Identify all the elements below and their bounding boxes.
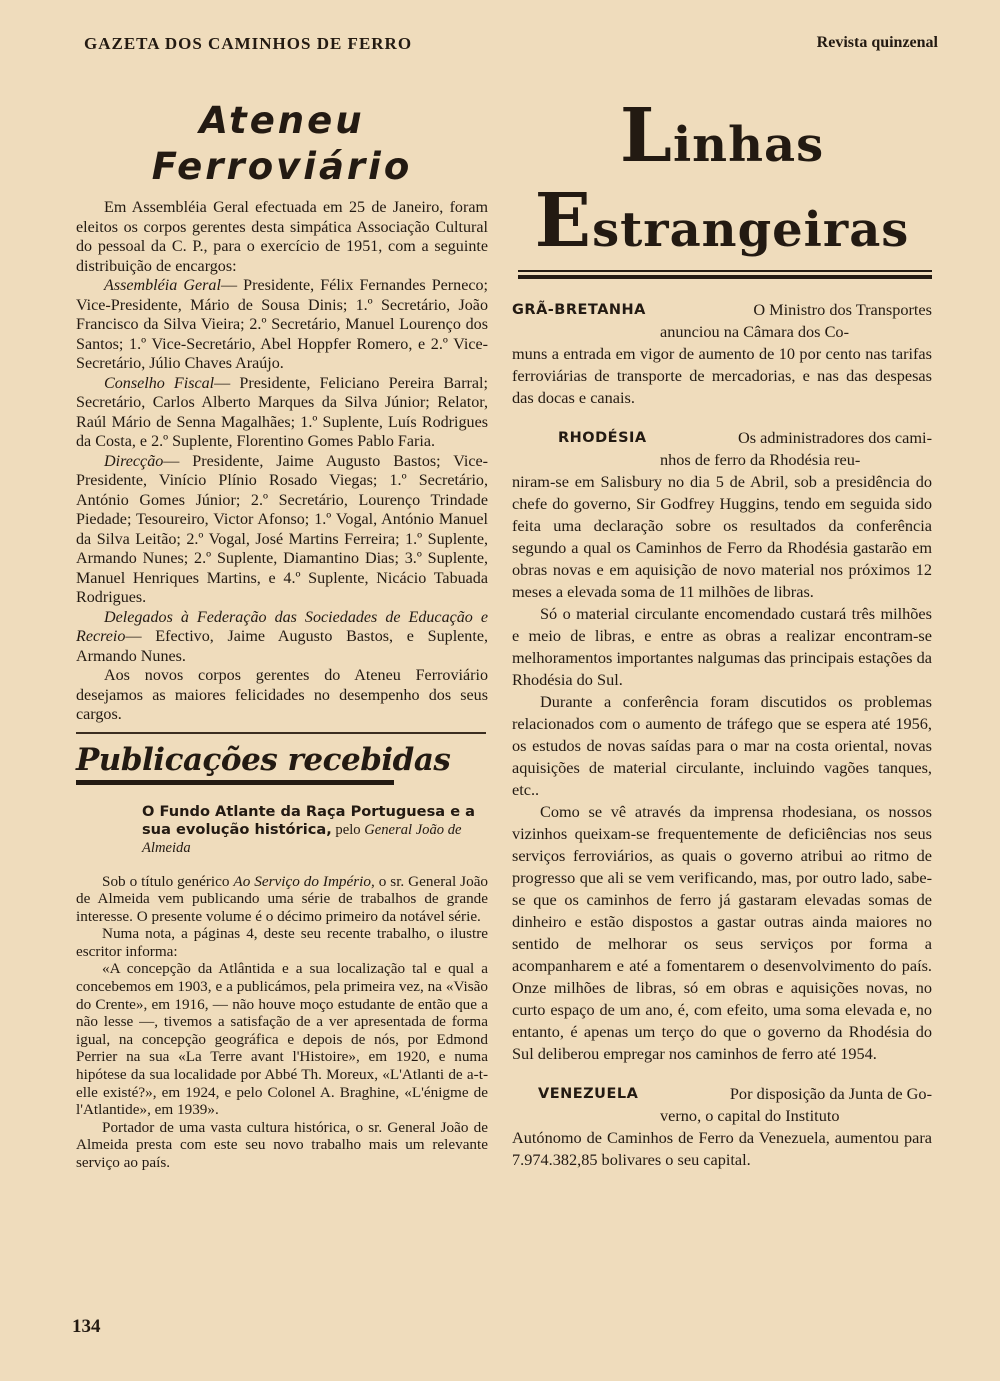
country-venezuela: VENEZUELA — [538, 1086, 639, 1102]
publicacoes-title-underline — [76, 780, 394, 785]
conselho-text: — Presidente, Feliciano Pereira Barral; Secretário, Carlos Alberto Marques da Silva Júnior; Relator, Raúl Mário de Senna Magalhães; 1.º Suplente, Luís Rodrigues da Costa, e 2.º Suplente, Florentino Gomes Pablo Faria. — [76, 374, 488, 450]
gb-first-line: O Ministro dos Transportes — [753, 300, 932, 319]
delegados-text: — Efectivo, Jaime Augusto Bastos, e Suplente, Armando Nunes. — [76, 628, 488, 665]
linhas-title — [512, 93, 932, 268]
page-number: 134 — [72, 1316, 101, 1337]
ateneu-delegados — [76, 608, 488, 667]
pub-series-title: Ao Serviço do Império — [233, 872, 371, 890]
linhas-cap-l: L — [619, 93, 673, 179]
assembleia-text: — Presidente, Félix Fernandes Perneco; Vice-Presidente, Mário de Sousa Dinis; 1.º Secretário, João Francisco da Silva Vieira; 2.º Secretário, Manuel Lourenço dos Santos; 1.º Vice-Secretário, Abel Hoppfer Romero, e 2.º Vice-Secretário, Júlio Chaves Araújo. — [76, 277, 489, 372]
linhas-word-1: inhas — [672, 117, 825, 173]
country-rhodesia: RHODÉSIA — [558, 430, 647, 446]
ve-body: Autónomo de Caminhos de Ferro da Venezuela, aumentou para 7.974.382,85 bolivares o seu capital. — [512, 1128, 932, 1169]
linhas-cap-e: E — [534, 178, 593, 264]
rh-paragraph-3: Durante a conferência foram discutidos os problemas relacionados com o aumento de tráfego que se espera até 1956, os estudos de novas saídas para o mar na costa oriental, novas aquisições de material circulante, incluindo vagões tanques, etc.. — [512, 692, 932, 799]
book-author: General João de Almeida — [142, 821, 462, 856]
right-column — [512, 93, 932, 1189]
left-column — [76, 98, 488, 1172]
pub-paragraph-1 — [76, 873, 488, 926]
pub-paragraph-4: Portador de uma vasta cultura histórica, o sr. General João de Almeida presta com este seu novo trabalho mais um relevante serviço ao país. — [76, 1118, 488, 1171]
publicacoes-title: Publicações recebidas — [76, 741, 451, 778]
pub-quote: «A concepção da Atlântida e a sua localização tal e qual a concebemos em 1903, e a publicámos, pela primeira vez, na «Visão do Crente», em 1916, — não houve moço estudante de então que a não lesse —, tivemos a satisfação de a ver apresentada de forma igual, na concepção geográfica e depois de nós, por Edmond Perrier na sua «La Terre avant l'Histoire», em 1920, e numa hipótese da sua localidade por Abbé Th. Moreux, «L'Atlanti de a-t-elle existé?», em 1924, e pelo Colonel A. Braghine, «L'énigme de l'Atlantide», em 1939». — [76, 960, 488, 1119]
book-reference — [142, 803, 488, 857]
news-item-rhodesia — [512, 427, 932, 1065]
rh-second-line: nhos de ferro da Rhodésia reu- — [660, 450, 861, 469]
journal-title: GAZETA DOS CAMINHOS DE FERRO — [84, 34, 413, 53]
pub-p1-a: Sob o título genérico — [102, 872, 230, 890]
conselho-label: Conselho Fiscal — [104, 374, 215, 392]
assembleia-label: Assembléia Geral — [104, 277, 221, 294]
news-item-venezuela — [512, 1083, 932, 1171]
rh-first-line: Os administradores dos cami- — [738, 428, 932, 447]
rh-body: niram-se em Salisbury no dia 5 de Abril, sob a presidência do chefe do governo, Sir Godfrey Huggins, tendo em seguida sido feita uma declaração sobre os resultados da conferência segundo a qual os Caminhos de Ferro da Rhodésia gastarão em obras novas e em aquisição de novo material nos próximos 12 meses a elevada soma de 11 milhões de libras. — [512, 472, 932, 601]
pub-p1-b: , o sr. General João de Almeida vem publicando uma série de trabalhos de grande interesse. O presente volume é o décimo primeiro da notável série. — [76, 872, 489, 925]
rh-paragraph-2: Só o material circulante encomendado custará três milhões e meio de libras, e entre as obras a realizar encontram-se melhoramentos importantes nalgumas das principais estações da Rhodésia do Sul. — [512, 604, 932, 689]
book-by: pelo — [335, 821, 361, 838]
ve-second-line: verno, o capital do Instituto — [660, 1106, 840, 1125]
linhas-word-2: strangeiras — [592, 202, 910, 258]
news-item-gra-bretanha — [512, 299, 932, 409]
direccao-text: — Presidente, Jaime Augusto Bastos; Vice-Presidente, Vinício Plínio Rosado Viegas; 1.º Secretário, António Gomes Júnior; 2.º Secretário, Lourenço Trindade Piedade; Tesoureiro, Victor Afonso; 1.º Vogal, António Manuel da Silva Leitão; 2.º Vogal, José Martins Ferreira; 1.º Suplente, Armando Nunes; 2.º Suplente, Diamantino Dias; 3.º Suplente, Manuel Henriques Martins, e 4.º Suplente, Nicácio Tabuada Rodrigues. — [76, 452, 488, 606]
ateneu-assembleia — [76, 276, 488, 374]
ateneu-conselho — [76, 374, 488, 452]
journal-periodicity: Revista quinzenal — [816, 34, 938, 51]
direccao-label: Direcção — [104, 452, 164, 470]
book-title: O Fundo Atlante da Raça Portuguesa e a sua evolução histórica, — [142, 802, 476, 838]
section-divider — [76, 732, 486, 734]
rh-paragraph-4: Como se vê através da imprensa rhodesiana, os nossos vizinhos queixam-se frequentemente de deficiências nos seus serviços ferroviários, as quais o governo atribui ao ritmo de progresso que ali se vem verificando, mas, por outro lado, sabe-se que os caminhos de ferro já gastaram elevadas somas de dinheiro e estão dispostos a gastar outras ainda maiores no sentido de melhorar os seus serviços por forma a acompanharem e até a fomentarem o desenvolvimento do país. Onze milhões de libras, só em obras e aquisições novas, no curto espaço de um ano, é, com efeito, uma soma elevada e, no entanto, é apenas um terço do que o governo da Rhodésia do Sul deliberou empregar nos caminhos de ferro até 1954. — [512, 802, 932, 1063]
ateneu-title: Ateneu Ferroviário — [151, 99, 413, 188]
linhas-title-rule — [518, 270, 932, 279]
gb-second-line: anunciou na Câmara dos Co- — [660, 322, 849, 341]
pub-paragraph-2: Numa nota, a páginas 4, deste seu recente trabalho, o ilustre escritor informa: — [76, 925, 488, 960]
gb-body: muns a entrada em vigor de aumento de 10 por cento nas tarifas ferroviárias de transporte de mercadorias, e nas das despesas das docas e canais. — [512, 344, 932, 407]
ve-first-line: Por disposição da Junta de Go- — [729, 1084, 932, 1103]
country-gra-bretanha: GRÃ-BRETANHA — [512, 302, 646, 318]
ateneu-closing: Aos novos corpos gerentes do Ateneu Ferroviário desejamos as maiores felicidades no desempenho dos seus cargos. — [76, 667, 488, 723]
ateneu-intro: Em Assembléia Geral efectuada em 25 de Janeiro, foram eleitos os corpos gerentes desta simpática Associação Cultural do pessoal da C. P., para o exercício de 1951, com a seguinte distribuição de encargos: — [76, 199, 488, 275]
ateneu-direccao — [76, 452, 488, 608]
delegados-label: Delegados à Federação das Sociedades de Educação e Recreio — [76, 608, 488, 645]
